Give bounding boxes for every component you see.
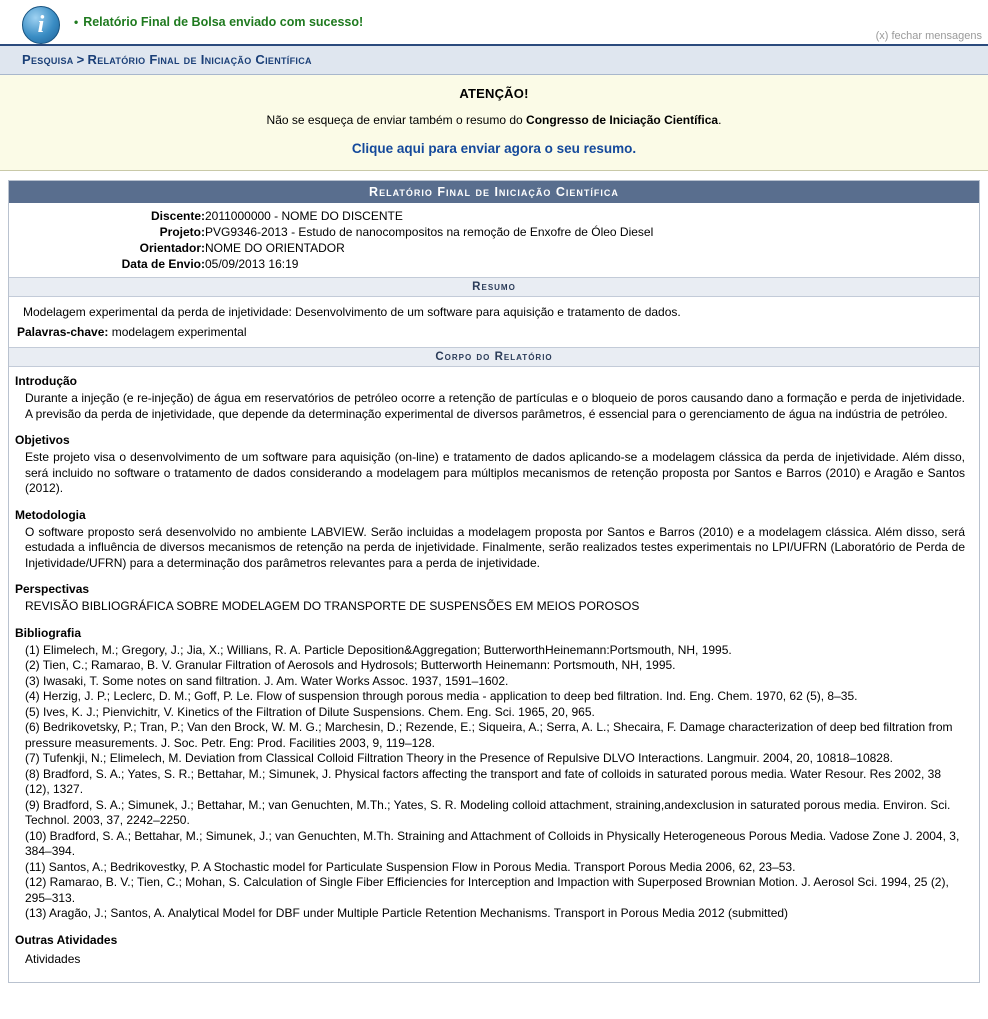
section-body-outras-atividades: Atividades bbox=[25, 951, 81, 966]
keywords bbox=[9, 323, 979, 347]
message-bar bbox=[0, 0, 988, 46]
section-header-resumo: Resumo bbox=[9, 277, 979, 297]
report-panel-title: Relatório Final de Iniciação Científica bbox=[9, 181, 979, 203]
breadcrumb-item-pesquisa[interactable]: Pesquisa bbox=[22, 52, 74, 67]
breadcrumb-separator: > bbox=[76, 52, 85, 67]
breadcrumb bbox=[0, 46, 988, 75]
field-value-discente: 2011000000 - NOME DO DISCENTE bbox=[205, 209, 403, 223]
field-label-data-envio: Data de Envio: bbox=[121, 257, 205, 271]
attention-title: ATENÇÃO! bbox=[459, 86, 529, 101]
field-label-discente: Discente: bbox=[150, 209, 205, 223]
bibliography-list bbox=[9, 643, 979, 926]
attention-text bbox=[0, 113, 988, 127]
success-message bbox=[74, 15, 363, 29]
table-row bbox=[9, 208, 979, 224]
list-item: (13) Aragão, J.; Santos, A. Analytical Model for DBF under Multiple Particle Retention Mechanisms. Transport in Porous Media 2012 (submitted) bbox=[25, 906, 789, 920]
section-title-metodologia: Metodologia bbox=[15, 507, 86, 522]
list-item: (11) Santos, A.; Bedrikovestky, P. A Stochastic model for Particulate Suspension Flow in Porous Media. Transport Porous Media 2006, 62, 23–53. bbox=[25, 859, 796, 874]
attention-text-prefix: Não se esqueça de enviar também o resumo do bbox=[266, 113, 527, 127]
table-row bbox=[9, 256, 979, 272]
list-item: (5) Ives, K. J.; Pienvichitr, V. Kinetics of the Filtration of Dilute Suspensions. Chem. Eng. Sci. 1965, 20, 965. bbox=[25, 704, 595, 719]
section-title-introducao: Introdução bbox=[15, 374, 77, 388]
table-row bbox=[9, 224, 979, 240]
keywords-label: Palavras-chave: bbox=[17, 325, 109, 339]
success-message-text: Relatório Final de Bolsa enviado com sucesso! bbox=[83, 15, 364, 29]
attention-text-suffix: . bbox=[718, 113, 722, 127]
section-body-metodologia: O software proposto será desenvolvido no ambiente LABVIEW. Serão incluidas a modelagem proposta por Santos e Barros (2010) e a modelagem clássica. Além disso, será estudada a influência de diversos mecanismos de retenção na perda de injetividade. Finalmente, serão realizados testes experimentais no LPI/UFRN (Laboratório de Perda de Injetividade/UFRN) para a determinação dos parâmetros relevantes para a perda de injetividade. bbox=[25, 524, 965, 570]
field-value-data-envio: 05/09/2013 16:19 bbox=[205, 257, 299, 271]
section-header-corpo: Corpo do Relatório bbox=[9, 347, 979, 367]
close-messages-link[interactable]: (x) fechar mensagens bbox=[875, 30, 982, 42]
list-item: (10) Bradford, S. A.; Bettahar, M.; Simunek, J.; van Genuchten, M.Th. Straining and Attachment of Colloids in Physically Heterogeneous Porous Media. Vadose Zone J. 2004, 3, 384–394. bbox=[25, 828, 960, 858]
section-title-bibliografia: Bibliografia bbox=[15, 625, 82, 640]
breadcrumb-current: Relatório Final de Iniciação Científica bbox=[87, 52, 312, 67]
section-title-objetivos: Objetivos bbox=[15, 433, 70, 447]
resumo-text: Modelagem experimental da perda de injetividade: Desenvolvimento de um software para aquisição e tratamento de dados. bbox=[23, 305, 681, 319]
attention-box bbox=[0, 75, 988, 171]
list-item: (12) Ramarao, B. V.; Tien, C.; Mohan, S. Calculation of Single Fiber Efficiencies for Interception and Impaction with Superposed Brownian Motion. J. Aerosol Sci. 1994, 25 (2), 295–313. bbox=[25, 875, 949, 905]
section-title-outras-atividades: Outras Atividades bbox=[15, 932, 118, 947]
list-item: (2) Tien, C.; Ramarao, B. V. Granular Filtration of Aerosols and Hydrosols; Butterworth Heinemann: Portsmouth, NH, 1995. bbox=[25, 658, 676, 672]
list-item: (6) Bedrikovetsky, P.; Tran, P.; Van den Brock, W. M. G.; Marchesin, D.; Rezende, E.; Siqueira, A.; Serra, A. L.; Shecaira, F. Damage characterization of deep bed filtration from pressure measurements. J. Soc. Petr. Eng: Prod. Facilities 2003, 9, 119–128. bbox=[25, 720, 953, 750]
report-panel bbox=[8, 180, 980, 983]
section-body-perspectivas: REVISÃO BIBLIOGRÁFICA SOBRE MODELAGEM DO TRANSPORTE DE SUSPENSÕES EM MEIOS POROSOS bbox=[25, 599, 640, 613]
field-label-orientador: Orientador: bbox=[139, 241, 205, 255]
list-item: (8) Bradford, S. A.; Yates, S. R.; Bettahar, M.; Simunek, J. Physical factors affecting the transport and fate of colloids in saturated porous media. Water Resour. Res 2002, 38 (12), 1327. bbox=[25, 766, 942, 796]
section-body-introducao: Durante a injeção (e re-injeção) de água em reservatórios de petróleo ocorre a retenção de partículas e o bloqueio de poros causando dano a formação e perda de injetividade. A previsão da perda de injetividade, que depende da determinação experimental de diversos parâmetros, é essencial para o gerenciamento de água na indústria de petróleo. bbox=[25, 391, 965, 421]
list-item: (4) Herzig, J. P.; Leclerc, D. M.; Goff, P. Le. Flow of suspension through porous media - application to deep bed filtration. Ind. Eng. Chem. 1970, 62 (5), 8–35. bbox=[25, 689, 858, 703]
bullet-icon: • bbox=[74, 15, 79, 29]
info-icon: i bbox=[22, 6, 60, 44]
field-value-projeto: PVG9346-2013 - Estudo de nanocompositos na remoção de Enxofre de Óleo Diesel bbox=[205, 225, 654, 239]
list-item: (1) Elimelech, M.; Gregory, J.; Jia, X.; Willians, R. A. Particle Deposition&Aggregation; ButterworthHeinemann:Portsmouth, NH, 1995. bbox=[25, 642, 732, 657]
field-label-projeto: Projeto: bbox=[159, 225, 205, 239]
report-body bbox=[9, 367, 979, 982]
list-item: (3) Iwasaki, T. Some notes on sand filtration. J. Am. Water Works Assoc. 1937, 1591–1602. bbox=[25, 673, 509, 688]
send-abstract-link[interactable]: Clique aqui para enviar agora o seu resumo. bbox=[351, 141, 637, 156]
list-item: (7) Tufenkji, N.; Elimelech, M. Deviation from Classical Colloid Filtration Theory in the Presence of Repulsive DLVO Interactions. Langmuir. 2004, 20, 10818–10828. bbox=[25, 751, 893, 765]
field-value-orientador: NOME DO ORIENTADOR bbox=[205, 241, 345, 255]
table-row bbox=[9, 240, 979, 256]
section-title-perspectivas: Perspectivas bbox=[15, 582, 90, 596]
section-body-objetivos: Este projeto visa o desenvolvimento de um software para aquisição (on-line) e tratamento de dados aplicando-se a modelagem clássica da perda de injetividade. Além disso, será incluido no software o tratamento de dados considerando a modelagem para múltiplos mecanismos de retenção proposta por Santos e Barros (2010) e Aragão e Santos (2012). bbox=[25, 450, 965, 495]
report-fields-table bbox=[9, 208, 979, 272]
attention-text-bold: Congresso de Iniciação Científica bbox=[526, 113, 719, 127]
keywords-value: modelagem experimental bbox=[111, 325, 247, 339]
list-item: (9) Bradford, S. A.; Simunek, J.; Bettahar, M.; van Genuchten, M.Th.; Yates, S. R. Modeling colloid attachment, straining,andexclusion in saturated porous media. Environ. Sci. Technol. 2003, 37, 2242–2250. bbox=[25, 797, 951, 827]
